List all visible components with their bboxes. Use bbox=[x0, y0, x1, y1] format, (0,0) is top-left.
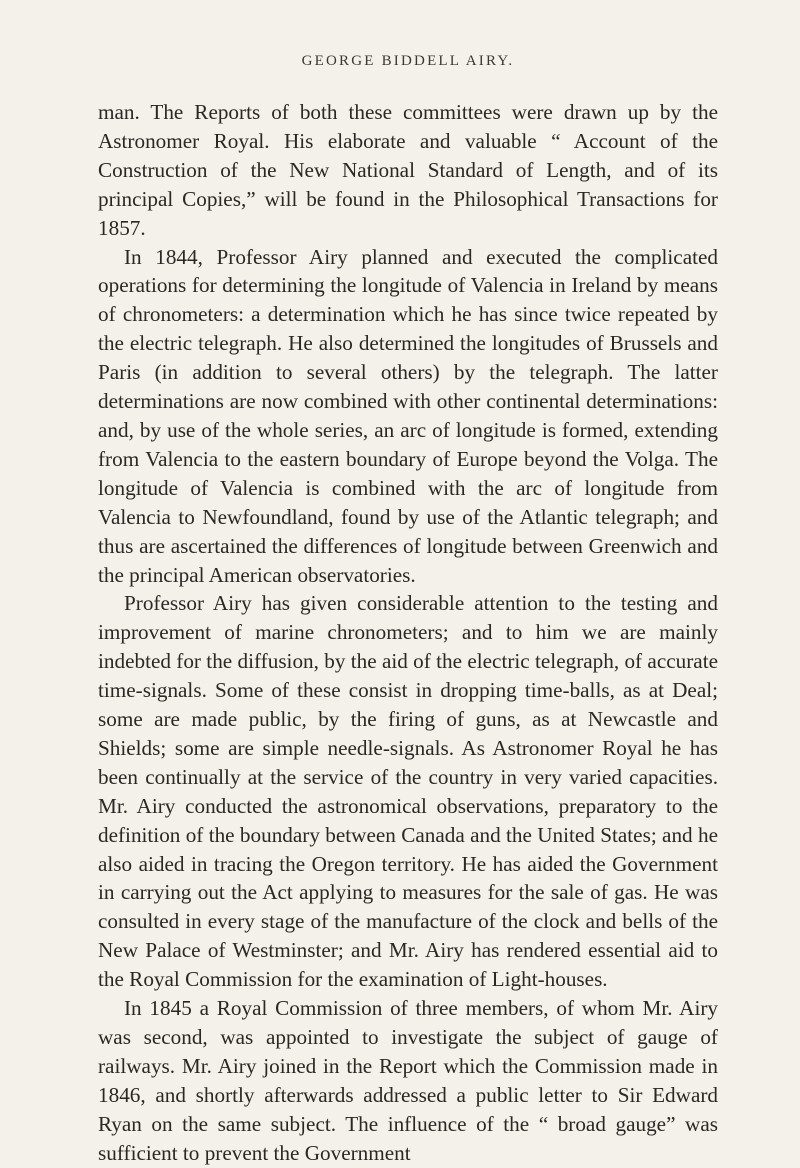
body-text bbox=[98, 98, 718, 1168]
paragraph-railway-gauge: In 1845 a Royal Commission of three members, of whom Mr. Airy was second, was appointed to investigate the subject of gauge of railways. Mr. Airy joined in the Report which the Commission made in 1846, and shortly afterwards addressed a public letter to Sir Edward Ryan on the same subject. The influence of the “ broad gauge” was sufficient to prevent the Government bbox=[98, 996, 718, 1165]
running-head: GEORGE BIDDELL AIRY. bbox=[301, 53, 515, 69]
paragraph-longitude: In 1844, Professor Airy planned and executed the complicated operations for determining the longitude of Valencia in Ireland by means of chronometers: a determination which he has since twice repeated by the electric telegraph. He also determined the longitudes of Brussels and Paris (in addition to several others) by the telegraph. The latter determinations are now combined with other continental determinations: and, by use of the whole series, an arc of longitude is formed, extending from Valencia to the eastern boundary of Europe beyond the Volga. The longitude of Valencia is combined with the arc of longitude from Valencia to Newfoundland, found by use of the Atlantic telegraph; and thus are ascertained the differences of longitude between Greenwich and the principal American observatories. bbox=[98, 244, 718, 587]
paragraph-continued: man. The Reports of both these committees were drawn up by the Astronomer Royal. His elaborate and valuable “ Account of the Construction of the New National Standard of Length, and of its principal Copies,” will be found in the Philosophical Transactions for 1857. bbox=[98, 100, 718, 240]
paragraph-chronometers: Professor Airy has given considerable attention to the testing and improvement of marine chronometers; and to him we are mainly indebted for the diffusion, by the aid of the electric telegraph, of accurate time-signals. Some of these consist in dropping time-balls, as at Deal; some are made public, by the firing of guns, as at Newcastle and Shields; some are simple needle-signals. As Astronomer Royal he has been continually at the service of the country in very varied capacities. Mr. Airy conducted the astronomical observations, preparatory to the definition of the boundary between Canada and the United States; and he also aided in tracing the Oregon territory. He has aided the Government in carrying out the Act applying to measures for the sale of gas. He was consulted in every stage of the manufacture of the clock and bells of the New Palace of Westminster; and Mr. Airy has rendered essential aid to the Royal Commission for the examination of Light-houses. bbox=[98, 591, 718, 992]
